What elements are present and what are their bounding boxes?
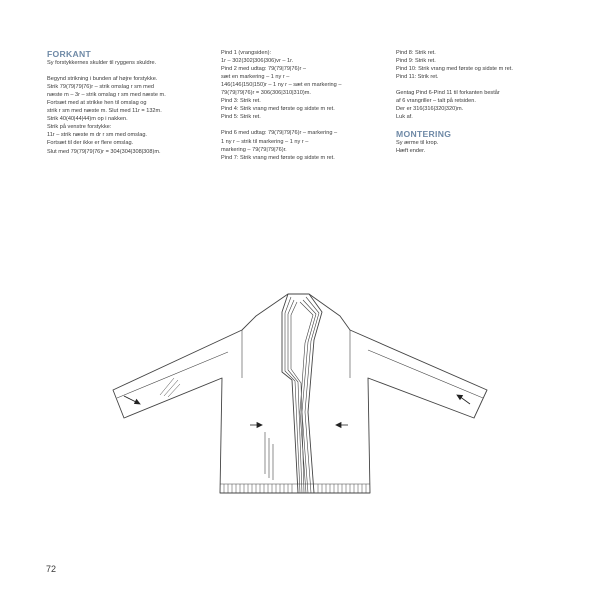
text-line: 146(146|150|150)r – 1 ny r – sæt en markering –: [221, 82, 342, 89]
right-cuff-line: [368, 350, 483, 398]
arrow-right-icon: [250, 423, 262, 428]
text-line: Pind 10: Strik vrang med første og sidste m ret.: [396, 66, 513, 73]
text-line: 79(79|79|76)r = 306(306|310|310)m.: [221, 90, 311, 97]
text-line: Gentag Pind 6-Pind 11 til forkanten består: [396, 90, 500, 97]
text-line: Slut med 79(79|79|76)r = 304(304|308|308)m.: [47, 148, 161, 155]
text-line: Der er 316(316|320|320)m.: [396, 106, 464, 113]
front-band-right: [308, 294, 322, 493]
section-heading-montering: MONTERING: [396, 129, 452, 140]
text-line: 11r – strik næste m dr r sm med omslag.: [47, 132, 147, 139]
text-line: 1 ny r – strik til markering – 1 ny r –: [221, 138, 309, 145]
hem-ribbing: [220, 484, 370, 493]
text-line: af 6 vrangriller – talt på retsiden.: [396, 98, 476, 105]
text-line: Sy ærme til krop.: [396, 140, 439, 147]
text-line: Pind 5: Strik ret.: [221, 114, 261, 121]
text-line: Pind 2 med udtag: 79(79|79|76)r –: [221, 66, 307, 73]
text-line: Pind 4: Strik vrang med første og sidste m ret.: [221, 106, 335, 113]
garment-outline: [113, 294, 487, 493]
text-line: Pind 9: Strik ret.: [396, 58, 436, 65]
left-cuff-line: [117, 352, 228, 398]
text-line: Sy forstykkernes skulder til ryggens skuldre.: [47, 60, 157, 66]
text-line: næste m – 3r – strik omslag r sm med næste m.: [47, 92, 166, 99]
text-line: Pind 3: Strik ret.: [221, 98, 261, 105]
text-line: Strik på venstre forstykke:: [47, 124, 112, 131]
text-line: Fortsæt til der ikke er flere omslag.: [47, 140, 134, 147]
text-line: 1r – 302(302|306|306)vr – 1r.: [221, 58, 294, 65]
text-line: Pind 1 (vrangsiden):: [221, 50, 272, 56]
arrow-down-right-icon: [124, 396, 140, 404]
text-line: markering – 79(79|79|76)r.: [221, 146, 287, 153]
text-line: Pind 11: Strik ret.: [396, 74, 439, 81]
left-sleeve-detail: [160, 378, 180, 397]
section-heading-forkant: FORKANT: [47, 49, 92, 59]
text-line: Strik 40(40|44|44)m op i nakken.: [47, 116, 128, 123]
page-number: 72: [46, 564, 57, 574]
text-line: Fortsæt med at strikke hen til omslag og: [47, 100, 147, 107]
pocket-detail: [265, 432, 273, 480]
text-line: Strik 79(79|79|76)r – strik omslag r sm med: [47, 84, 155, 91]
arrow-up-left-icon: [457, 395, 470, 404]
text-line: Pind 6 med udtag: 79(79|79|76)r – markering –: [221, 130, 338, 137]
text-line: Pind 7: Strik vrang med første og sidste m ret.: [221, 154, 335, 161]
text-line: Pind 8: Strik ret.: [396, 50, 436, 56]
text-line: Hæft ender.: [396, 148, 426, 155]
text-line: strik r sm med næste m. Slut med 11r = 132m.: [47, 108, 162, 115]
text-line: Luk af.: [396, 114, 413, 121]
arrow-left-icon: [336, 423, 348, 428]
text-line: Begynd strikning i bunden af højre forstykke.: [47, 76, 158, 83]
text-line: sæt en markering – 1 ny r –: [221, 74, 290, 81]
